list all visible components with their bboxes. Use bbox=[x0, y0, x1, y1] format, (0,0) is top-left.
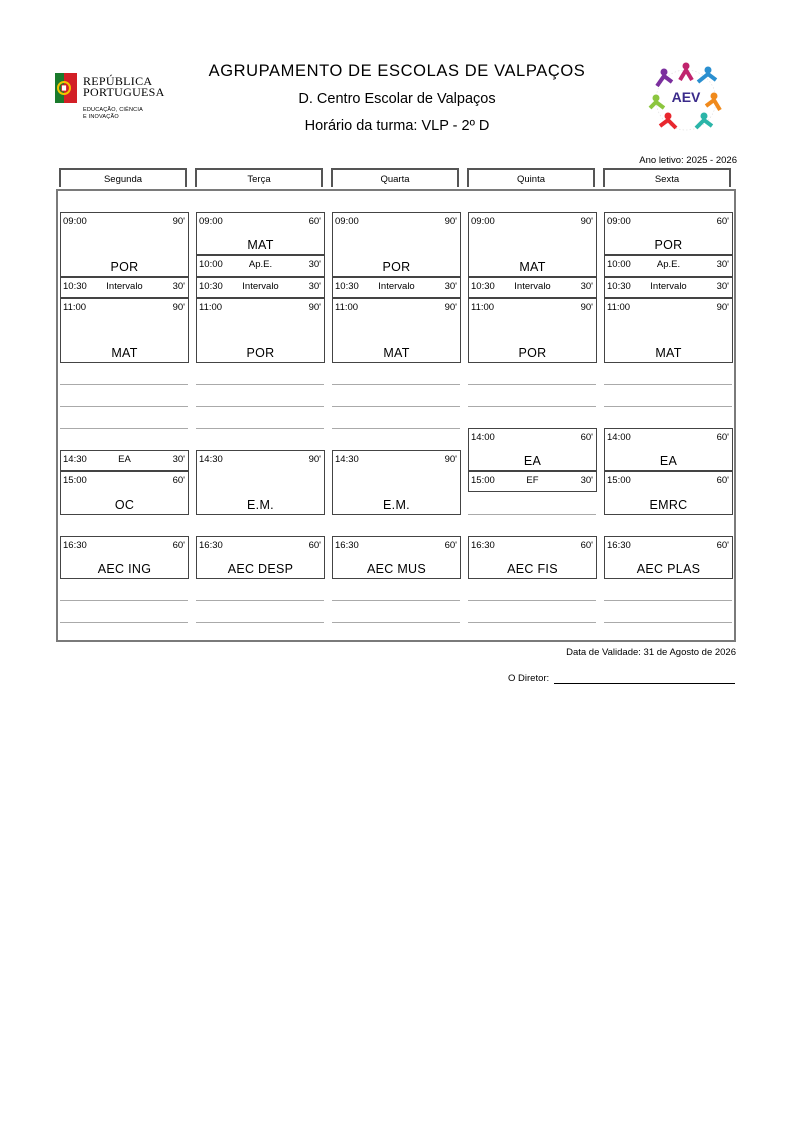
break-block bbox=[60, 277, 189, 298]
lesson-time: 15:00 bbox=[607, 475, 631, 486]
lesson-block bbox=[604, 212, 733, 255]
lesson-duration: 30' bbox=[716, 259, 729, 270]
school-year: Ano letivo: 2025 - 2026 bbox=[639, 155, 737, 166]
lesson-subject: POR bbox=[654, 238, 683, 252]
lesson-subject: EA bbox=[118, 454, 131, 465]
lesson-subject: POR bbox=[246, 346, 275, 360]
lesson-subject: EMRC bbox=[649, 498, 688, 512]
lesson-time: 10:30 bbox=[199, 281, 223, 292]
lesson-block bbox=[196, 536, 325, 579]
lesson-block bbox=[332, 536, 461, 579]
lesson-subject: MAT bbox=[519, 260, 546, 274]
day-tab-terca: Terça bbox=[195, 168, 323, 187]
lesson-time: 14:30 bbox=[199, 454, 223, 465]
lesson-subject: Intervalo bbox=[378, 281, 415, 292]
break-block bbox=[468, 277, 597, 298]
lesson-duration: 90' bbox=[444, 454, 457, 465]
lesson-block bbox=[196, 255, 325, 277]
lesson-block bbox=[332, 450, 461, 515]
lesson-block bbox=[196, 212, 325, 255]
lesson-duration: 30' bbox=[308, 259, 321, 270]
lesson-time: 10:30 bbox=[607, 281, 631, 292]
lesson-time: 16:30 bbox=[335, 540, 359, 551]
lesson-time: 10:30 bbox=[335, 281, 359, 292]
lesson-subject: AEC DESP bbox=[227, 562, 294, 576]
lesson-subject: AEC MUS bbox=[366, 562, 427, 576]
lesson-block bbox=[468, 298, 597, 363]
lesson-duration: 60' bbox=[716, 432, 729, 443]
day-tab-sexta: Sexta bbox=[603, 168, 731, 187]
lesson-time: 15:00 bbox=[471, 475, 495, 486]
lesson-duration: 90' bbox=[444, 302, 457, 313]
lesson-time: 09:00 bbox=[471, 216, 495, 227]
lesson-block bbox=[60, 536, 189, 579]
lesson-duration: 90' bbox=[580, 302, 593, 313]
lesson-duration: 60' bbox=[308, 540, 321, 551]
lesson-duration: 60' bbox=[716, 475, 729, 486]
lesson-duration: 60' bbox=[716, 216, 729, 227]
lesson-block bbox=[604, 471, 733, 515]
lesson-time: 09:00 bbox=[335, 216, 359, 227]
lesson-duration: 60' bbox=[580, 432, 593, 443]
lesson-time: 16:30 bbox=[607, 540, 631, 551]
lesson-block bbox=[604, 536, 733, 579]
logo-text-republica: REPÚBLICA bbox=[83, 74, 153, 88]
lesson-block bbox=[604, 428, 733, 471]
lesson-subject: POR bbox=[518, 346, 547, 360]
validity-date: Data de Validade: 31 de Agosto de 2026 bbox=[566, 647, 736, 658]
lesson-block bbox=[604, 298, 733, 363]
lesson-duration: 90' bbox=[308, 454, 321, 465]
lesson-block bbox=[332, 298, 461, 363]
lesson-subject: OC bbox=[114, 498, 135, 512]
director-label: O Diretor: bbox=[508, 673, 550, 684]
lesson-subject: E.M. bbox=[383, 498, 410, 512]
lesson-time: 09:00 bbox=[607, 216, 631, 227]
lesson-duration: 90' bbox=[308, 302, 321, 313]
lesson-time: 11:00 bbox=[335, 302, 359, 313]
lesson-time: 10:30 bbox=[63, 281, 87, 292]
lesson-duration: 30' bbox=[580, 281, 593, 292]
lesson-duration: 60' bbox=[172, 540, 185, 551]
school-name: D. Centro Escolar de Valpaços bbox=[298, 91, 496, 107]
class-label: Horário da turma: VLP - 2º D bbox=[304, 118, 490, 134]
lesson-duration: 30' bbox=[716, 281, 729, 292]
lesson-subject: EF bbox=[526, 475, 539, 486]
lesson-duration: 30' bbox=[172, 454, 185, 465]
lesson-time: 16:30 bbox=[63, 540, 87, 551]
logo-text-ministry-2: E INOVAÇÃO bbox=[83, 114, 119, 120]
lesson-time: 16:30 bbox=[199, 540, 223, 551]
lesson-block bbox=[468, 536, 597, 579]
lesson-subject: POR bbox=[382, 260, 411, 274]
day-tab-segunda: Segunda bbox=[59, 168, 187, 187]
lesson-time: 10:30 bbox=[471, 281, 495, 292]
director-signature-line bbox=[554, 683, 735, 684]
lesson-subject: MAT bbox=[247, 238, 274, 252]
lesson-block bbox=[468, 471, 597, 492]
lesson-subject: EA bbox=[659, 454, 678, 468]
lesson-subject: EA bbox=[523, 454, 542, 468]
lesson-subject: Intervalo bbox=[242, 281, 279, 292]
lesson-subject: AEC ING bbox=[97, 562, 152, 576]
break-block bbox=[332, 277, 461, 298]
lesson-duration: 60' bbox=[580, 540, 593, 551]
lesson-subject: Ap.E. bbox=[656, 259, 681, 270]
break-block bbox=[196, 277, 325, 298]
school-group-title: AGRUPAMENTO DE ESCOLAS DE VALPAÇOS bbox=[208, 62, 586, 80]
day-tab-quinta: Quinta bbox=[467, 168, 595, 187]
lesson-duration: 90' bbox=[172, 302, 185, 313]
lesson-time: 14:30 bbox=[63, 454, 87, 465]
lesson-time: 15:00 bbox=[63, 475, 87, 486]
aev-logo bbox=[642, 58, 730, 138]
lesson-block bbox=[60, 471, 189, 515]
lesson-block bbox=[60, 450, 189, 471]
lesson-time: 11:00 bbox=[63, 302, 87, 313]
lesson-subject: E.M. bbox=[247, 498, 274, 512]
logo-text-portuguesa: PORTUGUESA bbox=[83, 85, 165, 99]
aev-logo-text: AEV bbox=[671, 89, 701, 105]
lesson-time: 11:00 bbox=[471, 302, 495, 313]
lesson-duration: 90' bbox=[172, 216, 185, 227]
lesson-time: 10:00 bbox=[199, 259, 223, 270]
lesson-time: 09:00 bbox=[63, 216, 87, 227]
lesson-duration: 90' bbox=[580, 216, 593, 227]
lesson-subject: AEC FIS bbox=[507, 562, 558, 576]
lesson-subject: Intervalo bbox=[514, 281, 551, 292]
lesson-duration: 60' bbox=[308, 216, 321, 227]
lesson-block bbox=[468, 212, 597, 277]
lesson-subject: AEC PLAS bbox=[636, 562, 701, 576]
lesson-duration: 90' bbox=[444, 216, 457, 227]
lesson-duration: 90' bbox=[716, 302, 729, 313]
lesson-duration: 30' bbox=[580, 475, 593, 486]
lesson-duration: 60' bbox=[716, 540, 729, 551]
lesson-block bbox=[196, 450, 325, 515]
lesson-subject: Ap.E. bbox=[248, 259, 273, 270]
lesson-block bbox=[60, 298, 189, 363]
lesson-time: 14:00 bbox=[607, 432, 631, 443]
lesson-time: 10:00 bbox=[607, 259, 631, 270]
lesson-time: 14:00 bbox=[471, 432, 495, 443]
break-block bbox=[604, 277, 733, 298]
lesson-duration: 30' bbox=[444, 281, 457, 292]
lesson-duration: 60' bbox=[172, 475, 185, 486]
lesson-block bbox=[196, 298, 325, 363]
lesson-block bbox=[332, 212, 461, 277]
lesson-subject: MAT bbox=[383, 346, 410, 360]
day-tab-quarta: Quarta bbox=[331, 168, 459, 187]
lesson-subject: Intervalo bbox=[650, 281, 687, 292]
lesson-time: 11:00 bbox=[199, 302, 223, 313]
lesson-time: 16:30 bbox=[471, 540, 495, 551]
logo-text-ministry-1: EDUCAÇÃO, CIÊNCIA bbox=[83, 107, 143, 113]
lesson-subject: MAT bbox=[111, 346, 138, 360]
lesson-duration: 30' bbox=[308, 281, 321, 292]
lesson-time: 14:30 bbox=[335, 454, 359, 465]
lesson-subject: POR bbox=[110, 260, 139, 274]
lesson-block bbox=[604, 255, 733, 277]
lesson-subject: Intervalo bbox=[106, 281, 143, 292]
lesson-subject: MAT bbox=[655, 346, 682, 360]
lesson-block bbox=[468, 428, 597, 471]
lesson-time: 09:00 bbox=[199, 216, 223, 227]
lesson-duration: 60' bbox=[444, 540, 457, 551]
lesson-time: 11:00 bbox=[607, 302, 631, 313]
lesson-duration: 30' bbox=[172, 281, 185, 292]
lesson-block bbox=[60, 212, 189, 277]
